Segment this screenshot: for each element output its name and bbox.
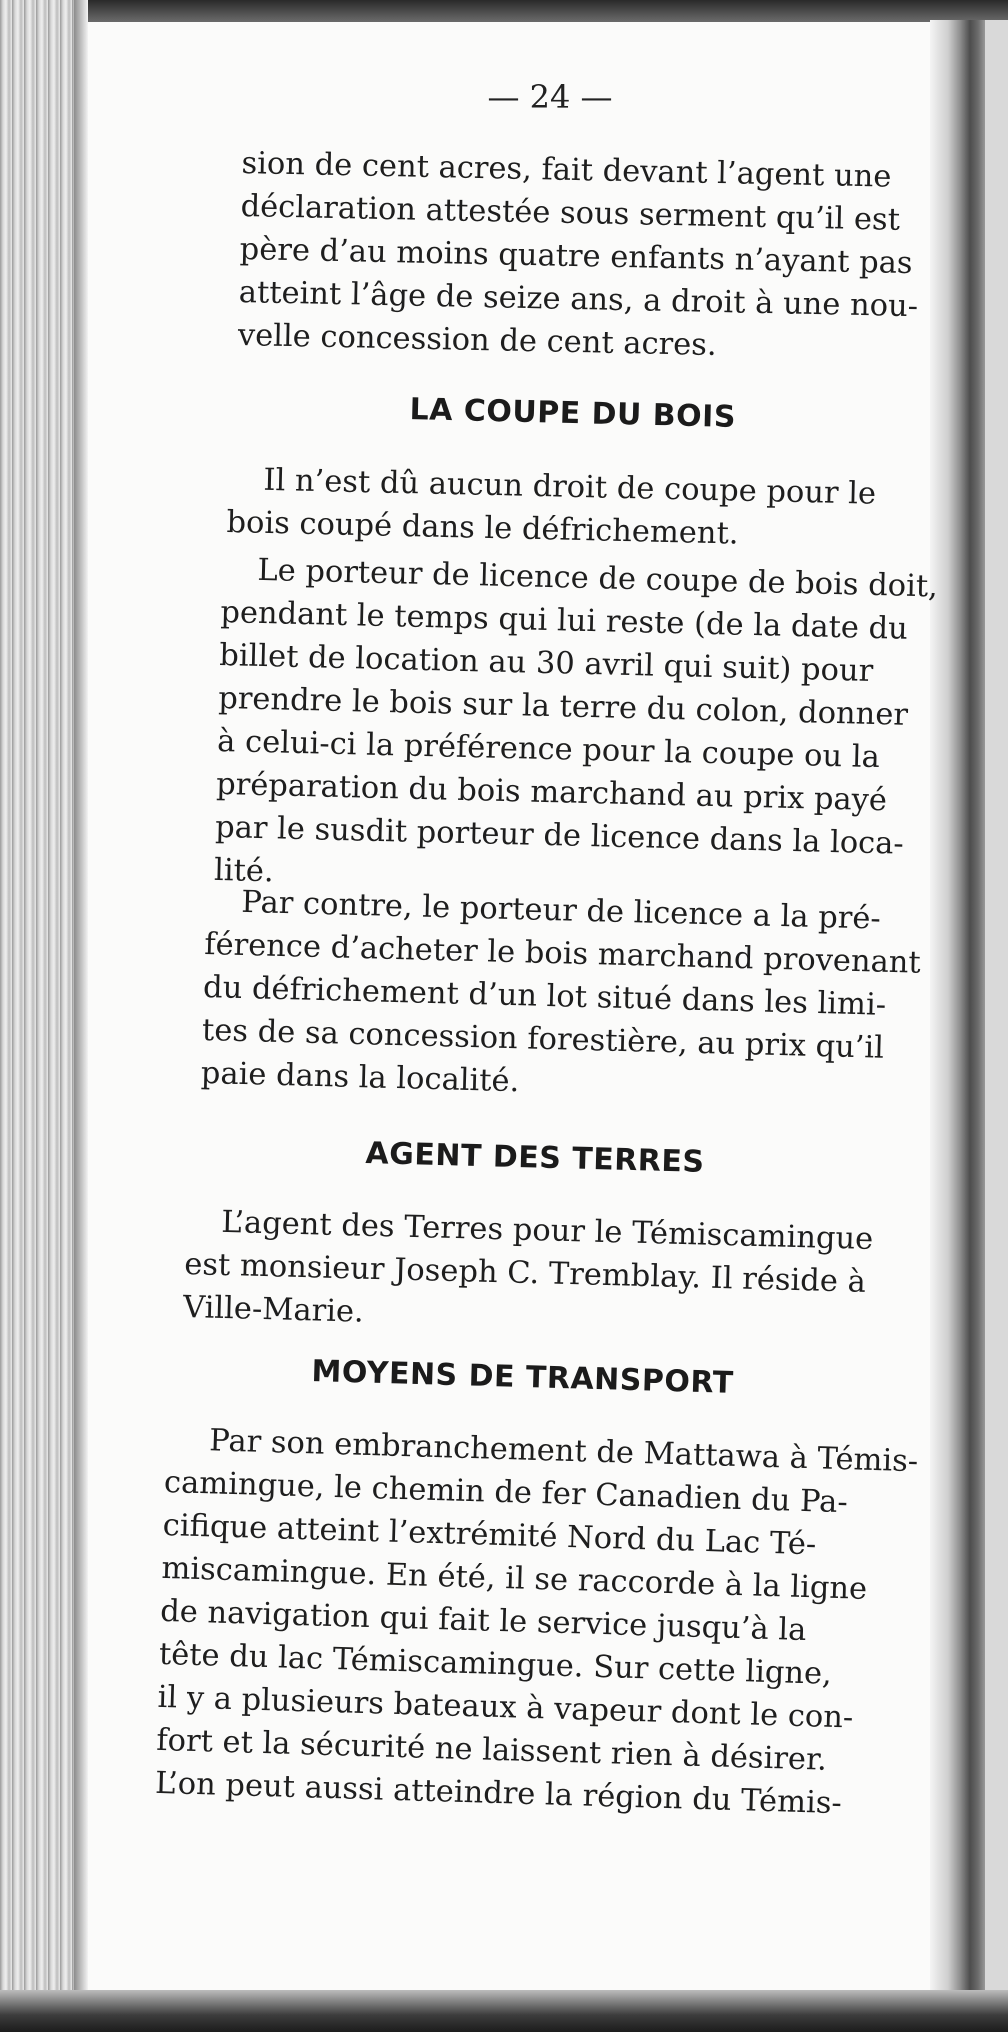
agent-terres-paragraph: [183, 1200, 916, 1348]
text-line: paie dans la localité.: [200, 1055, 520, 1100]
text-line: tête du lac Témiscamingue. Sur cette ligne,: [158, 1636, 833, 1692]
left-page-edges: [0, 0, 80, 2032]
text-line: L’agent des Terres pour le Témiscamingue: [220, 1204, 874, 1257]
coupe-bois-paragraph-1: [226, 458, 948, 560]
text-line: Ville-Marie.: [182, 1289, 365, 1330]
text-line: billet de location au 30 avril qui suit) pour: [218, 637, 874, 689]
top-edge-shadow: [0, 0, 1008, 22]
text-line: il y a plusieurs bateaux à vapeur dont le con-: [157, 1679, 854, 1736]
text-line: bois coupé dans le défrichement.: [226, 504, 739, 552]
section-heading-agent-terres: AGENT DES TERRES: [365, 1136, 705, 1180]
left-binding-shadow: [74, 0, 88, 2032]
text-line: par le susdit porteur de licence dans la loca-: [214, 809, 905, 862]
text-line: férence d’acheter le bois marchand provenant: [203, 926, 922, 981]
text-line: préparation du bois marchand au prix payé: [215, 766, 888, 819]
section-heading-transport: MOYENS DE TRANSPORT: [311, 1354, 735, 1401]
right-page-edge: [985, 20, 1008, 2010]
text-line: est monsieur Joseph C. Tremblay. Il réside à: [183, 1246, 867, 1300]
transport-paragraph: [154, 1418, 919, 1827]
text-line: pendant le temps qui lui reste (de la date du: [219, 594, 909, 647]
coupe-bois-paragraph-3: [200, 880, 925, 1114]
text-line: L’on peut aussi atteindre la région du Témis-: [154, 1765, 843, 1822]
text-line: velle concession de cent acres.: [237, 317, 717, 363]
coupe-bois-paragraph-2: [214, 548, 942, 909]
text-line: camingue, le chemin de fer Canadien du Pa-: [163, 1464, 849, 1521]
bottom-edge-shadow: [0, 1990, 1008, 2032]
text-line: Il n’est dû aucun droit de coupe pour le: [263, 462, 877, 512]
text-line: sion de cent acres, fait devant l’agent une: [241, 145, 892, 195]
section-heading-coupe-bois: LA COUPE DU BOIS: [409, 392, 737, 435]
text-line: déclaration attestée sous serment qu’il est: [240, 188, 901, 238]
text-line: prendre le bois sur la terre du colon, donner: [217, 680, 909, 733]
text-line: du défrichement d’un lot situé dans les limi-: [202, 969, 887, 1023]
intro-paragraph: [237, 142, 953, 372]
text-line: Par contre, le porteur de licence a la pré-: [240, 884, 882, 937]
text-line: Par son embranchement de Mattawa à Témis-: [208, 1423, 919, 1480]
text-line: atteint l’âge de seize ans, a droit à une nou-: [238, 274, 919, 325]
text-line: cifique atteint l’extrémité Nord du Lac Té-: [162, 1507, 817, 1563]
text-line: père d’au moins quatre enfants n’ayant pas: [239, 231, 913, 282]
text-line: à celui-ci la préférence pour la coupe ou la: [216, 723, 881, 776]
text-line: fort et la sécurité ne laissent rien à désirer.: [155, 1722, 828, 1778]
text-line: Le porteur de licence de coupe de bois doit,: [257, 552, 939, 605]
page-number: — 24 —: [487, 78, 613, 116]
text-line: de navigation qui fait le service jusqu’à la: [159, 1593, 807, 1649]
text-line: miscamingue. En été, il se raccorde à la ligne: [161, 1550, 868, 1607]
text-line: lité.: [213, 852, 275, 890]
text-line: tes de sa concession forestière, au prix qu’il: [201, 1012, 885, 1066]
